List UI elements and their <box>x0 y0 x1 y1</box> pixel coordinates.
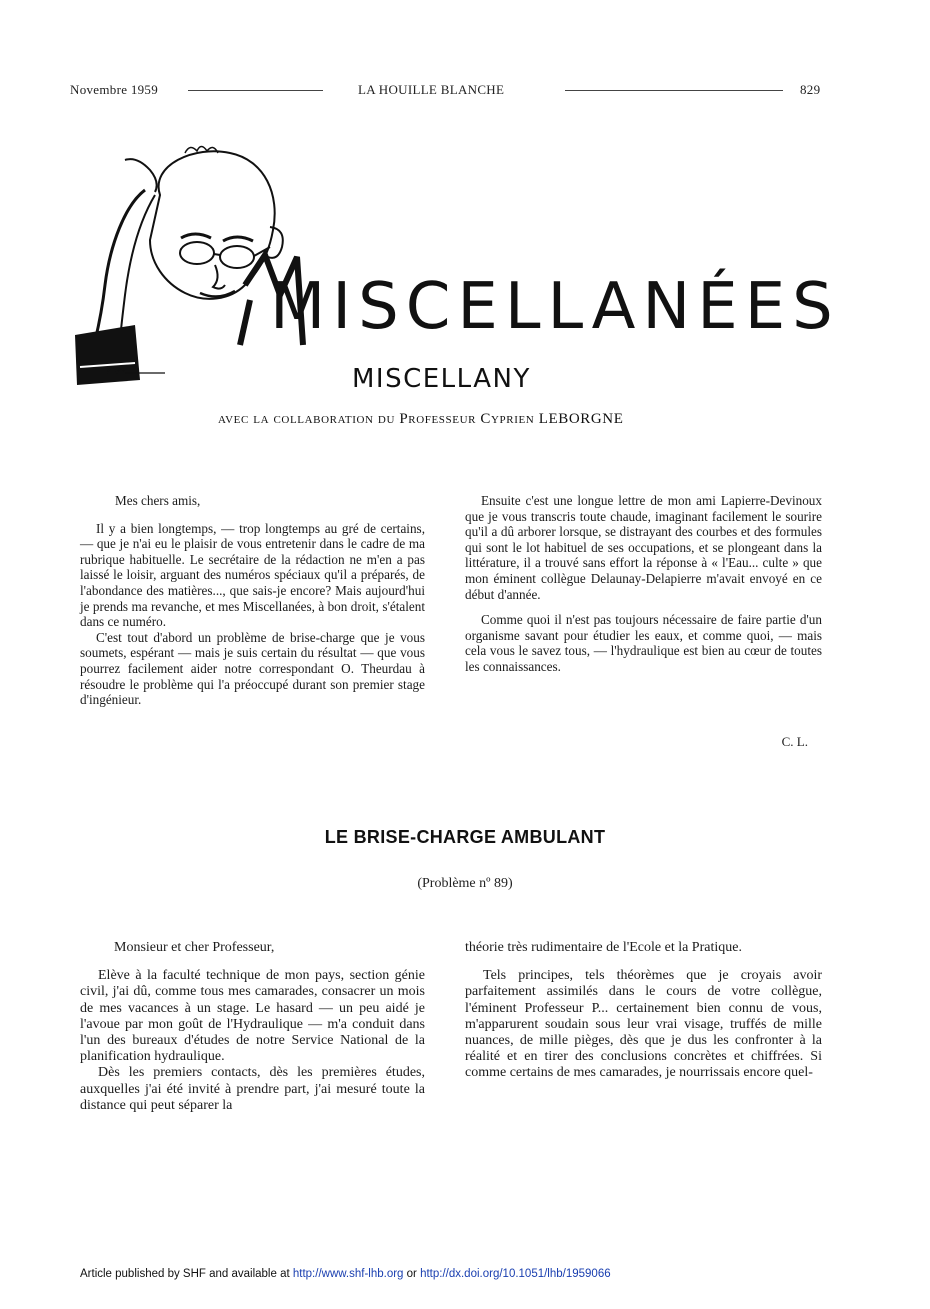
collaboration-line <box>218 411 623 428</box>
header-journal: LA HOUILLE BLANCHE <box>358 82 505 97</box>
intro-signature: C. L. <box>781 734 808 749</box>
article-paragraph-2: Dès les premiers contacts, dès les premières études, auxquelles j'ai été invité à prendre part, j'ai mesuré toute la distance qui peut séparer la <box>80 1065 425 1113</box>
publication-footer <box>80 1268 611 1280</box>
page-subtitle: MISCELLANY <box>352 364 531 394</box>
intro-left-column <box>80 493 425 708</box>
footer-link-shf[interactable]: http://www.shf-lhb.org <box>292 1268 404 1280</box>
article-paragraph-2-continued: théorie très rudimentaire de l'Ecole et la Pratique. <box>465 940 742 955</box>
collaboration-prefix: avec la collaboration du Professeur Cyprien <box>218 411 535 427</box>
article-right-column <box>465 940 822 1082</box>
article-paragraph-3: Tels principes, tels théorèmes que je croyais avoir parfaitement assimilés dans le cours de votre collègue, l'éminent Professeur P... certainement bien connu de vous, m'apparurent soudain sous leur vrai visage, truffés de mille nuances, de mille pièges, dès que je dus les confronter à la réalité et en tirer des conclusions concrètes et chiffrées. Si comme certains de mes camarades, je nourrissais encore quel- <box>465 968 822 1081</box>
article-paragraph-1: Elève à la faculté technique de mon pays, section génie civil, j'ai dû, comme tous mes camarades, consacrer un mois de mes vacances à un stage. Le hasard — un peu aidé je l'avoue par mon goût de l'Hydraulique — m'a conduit dans l'un des bureaux d'études de notre Service National de la planification hydraulique. <box>80 968 425 1065</box>
intro-salutation: Mes chers amis, <box>115 493 201 508</box>
footer-link-doi[interactable]: http://dx.doi.org/10.1051/lhb/1959066 <box>420 1268 611 1280</box>
intro-paragraph-2: C'est tout d'abord un problème de brise-charge que je vous soumets, espérant — mais je suis certain du résultat — que vous pourrez facilement aider notre correspondant O. Theurdau à résoudre le problème qui l'a préoccupé durant son premier stage d'ingénieur. <box>80 629 425 708</box>
article-salutation: Monsieur et cher Professeur, <box>114 940 275 955</box>
intro-paragraph-1: Il y a bien longtemps, — trop longtemps au gré de certains, — que je n'ai eu le plaisir de vous entretenir dans le cadre de ma rubrique habituelle. Le secrétaire de la rédaction ne m'en a pas laissé le loisir, arguant des numéros spéciaux qu'il a préparés, de l'abondance des matières..., que sais-je encore? Mais aujourd'hui je prends ma revanche, et mes Miscellanées, à bon droit, s'étalent dans ce numéro. <box>80 520 425 630</box>
collaborator-name: LEBORGNE <box>538 411 624 427</box>
article-title: LE BRISE-CHARGE AMBULANT <box>324 827 606 847</box>
professor-caricature-illustration <box>65 135 395 395</box>
article-left-column <box>80 940 425 1114</box>
page-title: MISCELLANÉES <box>270 270 840 344</box>
header-month: Novembre 1959 <box>70 82 159 97</box>
header-page-number: 829 <box>800 82 821 97</box>
intro-paragraph-3: Ensuite c'est une longue lettre de mon ami Lapierre-Devinoux que je vous transcris toute chaude, imaginant facilement le sourire qu'il a dû arborer lorsque, se distrayant des courbes et des formules qui sont le lot habituel de ses occupations, et se plongeant dans la littérature, il a trouvé sans effort la réponse à « l'Eau... culte » que mon éminent collègue Delaunay-Delapierre m'avait envoyé en ce début d'année. <box>465 493 822 602</box>
footer-prefix: Article published by SHF and available at <box>80 1268 293 1280</box>
intro-paragraph-4: Comme quoi il n'est pas toujours nécessaire de faire partie d'un organisme savant pour étudier les eaux, et comme quoi, — mais cela vous le savez tous, — l'hydraulique est bien au cœur de toutes les connaissances. <box>465 612 822 674</box>
intro-right-column <box>465 493 822 675</box>
header-rule-left <box>188 90 323 91</box>
problem-number: (Problème nº 89) <box>417 876 513 891</box>
footer-mid: or <box>403 1268 421 1280</box>
header-rule-right <box>565 90 783 91</box>
